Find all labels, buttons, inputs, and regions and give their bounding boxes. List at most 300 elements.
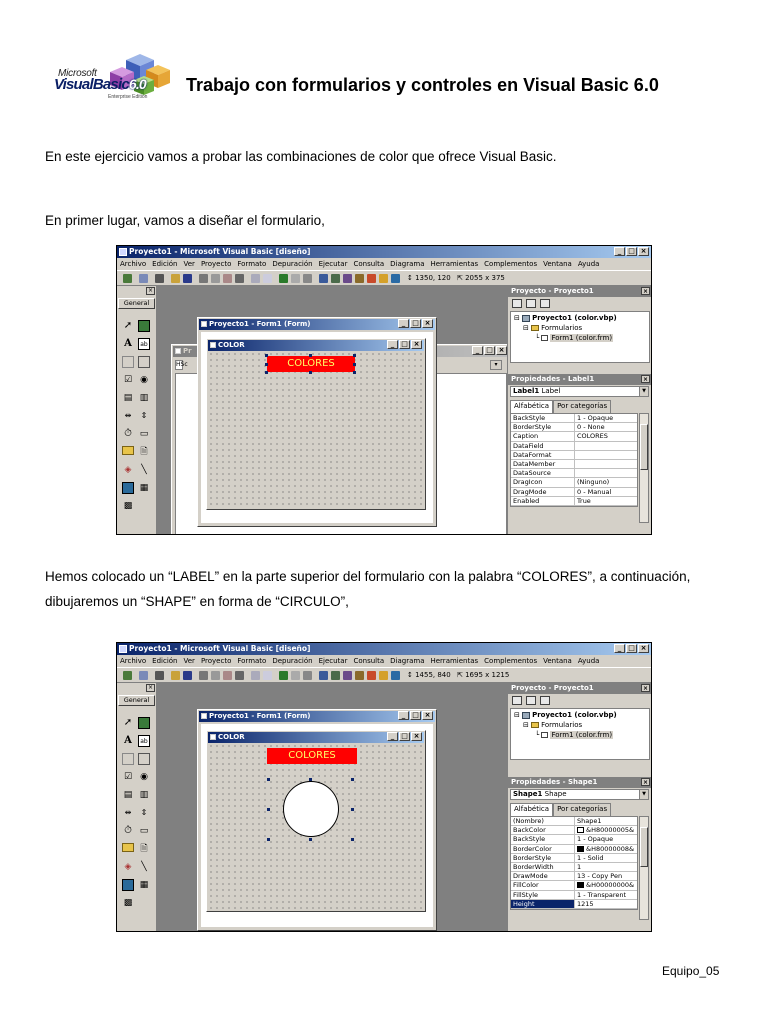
undo-icon[interactable] [251,671,260,680]
property-name: FillStyle [511,891,575,899]
project-pane-close-icon[interactable]: × [642,685,649,692]
object-combo[interactable]: HSc [176,361,188,368]
image-tool-icon[interactable] [122,482,134,494]
property-value-text: 1 - Opaque [577,835,614,844]
properties-tabs [510,400,611,413]
menu-consulta[interactable]: Consulta [353,657,385,665]
property-value[interactable] [575,835,637,843]
menu-ventana[interactable]: Ventana [543,260,572,268]
save-icon[interactable] [183,274,192,283]
property-value[interactable] [575,817,637,825]
property-row[interactable] [511,432,637,441]
property-value[interactable] [575,854,637,862]
form-layout-icon[interactable] [343,274,352,283]
listbox-tool-icon[interactable]: ▥ [139,790,149,800]
property-value[interactable] [575,423,637,431]
property-row[interactable] [511,891,637,900]
copy-icon[interactable] [211,274,220,283]
logo-edition-text: Enterprise Edition [108,94,148,100]
object-selector[interactable]: Shape1 Shape ▼ [510,789,649,800]
form-color[interactable] [206,338,426,510]
size-readout: ⇱ 1695 x 1215 [457,671,510,679]
shape-tool-icon[interactable]: ◈ [124,465,132,475]
menu-proyecto[interactable]: Proyecto [200,260,232,268]
form-designer-window[interactable] [197,709,437,931]
project-pane-toolbar [508,297,651,311]
selection-handle[interactable] [351,778,354,781]
shape-tool-icon[interactable]: ◈ [124,862,132,872]
undo-icon[interactable] [251,274,260,283]
menu-herramientas[interactable]: Herramientas [430,260,479,268]
view-code-icon[interactable] [512,696,522,705]
dirlistbox-tool-icon[interactable] [122,843,134,852]
color-swatch-icon [577,827,584,833]
project-icon [522,315,530,322]
tab-alfabetica[interactable]: Alfabética [510,400,553,413]
properties-window-icon[interactable] [331,671,340,680]
checkbox-tool-icon[interactable]: ☑ [123,772,133,782]
position-readout: ↕ 1350, 120 [407,274,451,282]
menu-formato[interactable]: Formato [237,260,267,268]
form-icon [541,732,548,738]
property-row[interactable] [511,414,637,423]
object-selector[interactable]: Label1 Label ▼ [510,386,649,397]
vscrollbar-tool-icon[interactable]: ⇕ [140,808,148,817]
property-value[interactable] [575,826,637,834]
form-designer-titlebar: Proyecto1 - Form1 (Form) _ □ × [199,319,435,330]
selection-handle[interactable] [309,371,312,374]
close-button[interactable]: × [638,644,649,653]
pause-icon[interactable] [291,671,300,680]
data-tool-icon[interactable]: ▦ [139,880,149,890]
property-value[interactable] [575,845,637,853]
menu-editor-icon[interactable] [155,274,164,283]
combobox-tool-icon[interactable]: ▤ [123,393,133,403]
save-icon[interactable] [183,671,192,680]
label-tool-icon[interactable]: A [124,735,132,746]
property-value[interactable] [575,863,637,871]
dirlistbox-tool-icon[interactable] [122,446,134,455]
logo-visual-basic-text: VisualBasic6.0 [54,76,146,93]
menu-proyecto[interactable]: Proyecto [200,657,232,665]
commandbutton-tool-icon[interactable] [138,753,150,765]
property-row[interactable] [511,826,637,835]
color-swatch-icon [577,882,584,888]
form-color-titlebar: COLOR _ □ × [208,340,424,351]
property-name: DragIcon [511,478,575,486]
selection-handle[interactable] [353,363,356,366]
property-value[interactable] [575,469,637,477]
property-value-text: 1 - Solid [577,853,604,862]
vb-app-icon [119,248,127,256]
form-surface[interactable] [208,351,424,508]
hscrollbar-tool-icon[interactable]: ⇹ [124,411,132,420]
tree-node-project[interactable]: ⊟ Proyecto1 (color.vbp) [514,314,617,322]
property-name: BackStyle [511,835,575,843]
property-value[interactable] [575,460,637,468]
menu-complementos[interactable]: Complementos [484,657,538,665]
ide-title: Proyecto1 - Microsoft Visual Basic [diseño] [129,644,311,653]
property-name: DataField [511,442,575,450]
project-pane-toolbar [508,694,651,708]
property-name: BackStyle [511,414,575,422]
data-view-icon[interactable] [379,274,388,283]
cut-icon[interactable] [199,671,208,680]
selection-handle[interactable] [351,808,354,811]
form-color[interactable] [206,730,426,912]
property-row[interactable] [511,872,637,881]
tab-por-categorias[interactable]: Por categorías [553,803,611,816]
property-value[interactable] [575,891,637,899]
property-row[interactable] [511,845,637,854]
pause-icon[interactable] [291,274,300,283]
timer-tool-icon[interactable]: ⏱ [124,428,132,439]
property-value[interactable] [575,432,637,440]
form-designer-window[interactable] [197,317,437,527]
property-value-text: &H80000005& [586,826,635,835]
property-row[interactable] [511,488,637,497]
menu-editor-icon[interactable] [155,671,164,680]
property-value-text: Shape1 [577,817,602,825]
stop-icon[interactable] [303,274,312,283]
line-tool-icon[interactable]: ╲ [141,465,147,475]
property-value-text: 1215 [577,899,594,908]
component-manager-icon[interactable] [391,671,400,680]
code-window-titlebar: Pr _ □ × [173,346,509,357]
property-row[interactable] [511,460,637,469]
property-value-text: 0 - None [577,423,605,432]
menu-ayuda[interactable]: Ayuda [577,657,600,665]
selection-handle[interactable] [265,371,268,374]
property-value-text: 0 - Manual [577,487,612,496]
toolbox-icon[interactable] [367,671,376,680]
selection-handle[interactable] [309,838,312,841]
properties-pane-title: Propiedades - Label1 × [508,374,651,385]
menu-ayuda[interactable]: Ayuda [577,260,600,268]
window-controls [614,644,649,653]
menu-archivo[interactable]: Archivo [120,657,147,665]
tree-node-form1[interactable]: └ Form1 (color.frm) [535,334,613,342]
paragraph-intro: En este ejercicio vamos a probar las combinaciones de color que ofrece Visual Basic. [45,149,557,164]
ide-menubar [117,258,651,270]
property-name: FillColor [511,881,575,889]
selection-handle[interactable] [309,778,312,781]
folder-icon [531,325,539,331]
menu-ejecutar[interactable]: Ejecutar [318,657,348,665]
visual-basic-logo [52,50,180,102]
menu-complementos[interactable]: Complementos [484,260,538,268]
property-row[interactable] [511,442,637,451]
property-value[interactable] [575,478,637,486]
toolbox-close-icon[interactable]: × [147,287,154,294]
property-value-text: 1 - Opaque [577,414,614,422]
menu-herramientas[interactable]: Herramientas [430,657,479,665]
redo-icon[interactable] [263,671,272,680]
menu-ejecutar[interactable]: Ejecutar [318,260,348,268]
add-project-icon[interactable] [123,274,132,283]
project-tree [510,311,650,363]
selection-handle[interactable] [353,371,356,374]
property-row[interactable] [511,854,637,863]
object-browser-icon[interactable] [355,671,364,680]
toolbox-icon[interactable] [367,274,376,283]
menu-edicion[interactable]: Edición [152,657,178,665]
property-row[interactable] [511,881,637,890]
menu-depuracion[interactable]: Depuración [272,657,313,665]
property-name: BorderStyle [511,854,575,862]
tree-node-project[interactable]: ⊟ Proyecto1 (color.vbp) [514,711,617,719]
property-value-text: 1 - Transparent [577,890,627,899]
toolbox-general-tab[interactable]: General [118,695,155,706]
stop-icon[interactable] [303,671,312,680]
menu-consulta[interactable]: Consulta [353,260,385,268]
property-name: Caption [511,432,575,440]
property-row[interactable] [511,451,637,460]
toggle-folders-icon[interactable] [540,299,550,308]
frame-tool-icon[interactable] [122,753,134,765]
ide-toolbar [117,667,651,683]
procedure-combo-arrow[interactable]: ▾ [490,360,502,370]
property-name: Height [511,900,575,908]
filelistbox-tool-icon[interactable]: 🗎 [140,447,148,457]
drivelistbox-tool-icon[interactable]: ▭ [139,429,149,439]
close-button[interactable]: × [638,247,649,256]
project-pane-close-icon[interactable]: × [642,288,649,295]
filelistbox-tool-icon[interactable]: 🗎 [140,844,148,854]
property-value[interactable] [575,497,637,505]
selection-handle[interactable] [353,354,356,357]
label-colores[interactable]: COLORES [267,748,357,764]
ide-titlebar [117,643,651,655]
picturebox-tool-icon[interactable] [138,320,150,332]
toolbox-close-icon[interactable]: × [147,684,154,691]
property-name: BorderColor [511,845,575,853]
property-value[interactable] [575,451,637,459]
property-value-text: True [577,496,591,505]
property-name: DataMember [511,460,575,468]
property-row[interactable] [511,863,637,872]
menu-ver[interactable]: Ver [183,657,195,665]
view-code-icon[interactable] [512,299,522,308]
menu-ver[interactable]: Ver [183,260,195,268]
properties-tabs [510,803,611,816]
properties-window-icon[interactable] [331,274,340,283]
properties-pane-title: Propiedades - Shape1 × [508,777,651,788]
vscrollbar-tool-icon[interactable]: ⇕ [140,411,148,420]
tab-por-categorias[interactable]: Por categorías [553,400,611,413]
property-name: (Nombre) [511,817,575,825]
position-readout: ↕ 1455, 840 [407,671,451,679]
project-explorer-icon[interactable] [319,671,328,680]
vb-app-icon [119,645,127,653]
toggle-folders-icon[interactable] [540,696,550,705]
minimize-button[interactable]: _ [614,247,625,256]
frame-tool-icon[interactable] [122,356,134,368]
cut-icon[interactable] [199,274,208,283]
toolbox [117,683,157,931]
selection-handle[interactable] [265,363,268,366]
property-name: BorderStyle [511,423,575,431]
property-value-text: &H80000008& [586,844,635,853]
hscrollbar-tool-icon[interactable]: ⇹ [124,808,132,817]
properties-scrollbar[interactable] [639,413,649,523]
label-colores[interactable]: COLORES [267,356,355,372]
open-icon[interactable] [171,274,180,283]
textbox-tool-icon[interactable]: ab [138,338,150,350]
property-row[interactable] [511,423,637,432]
add-form-icon[interactable] [139,274,148,283]
find-icon[interactable] [235,671,244,680]
add-form-icon[interactable] [139,671,148,680]
project-pane-title: Proyecto - Proyecto1 × [508,683,651,694]
menu-edicion[interactable]: Edición [152,260,178,268]
view-object-icon[interactable] [526,696,536,705]
property-value[interactable] [575,488,637,496]
property-row[interactable] [511,497,637,506]
toolbox [117,286,157,534]
selection-handle[interactable] [267,778,270,781]
minimize-button[interactable]: _ [614,644,625,653]
line-tool-icon[interactable]: ╲ [141,862,147,872]
form-layout-icon[interactable] [343,671,352,680]
shape-circle[interactable] [283,781,339,837]
toolbox-general-tab[interactable]: General [118,298,155,309]
property-row[interactable] [511,469,637,478]
property-name: BackColor [511,826,575,834]
label-tool-icon[interactable]: A [124,338,132,349]
pointer-tool-icon[interactable]: ➚ [123,320,133,331]
folder-icon [531,722,539,728]
properties-grid [510,413,638,507]
open-icon[interactable] [171,671,180,680]
view-object-icon[interactable] [526,299,536,308]
property-name: DragMode [511,488,575,496]
project-pane-title: Proyecto - Proyecto1 × [508,286,651,297]
tree-node-forms[interactable]: ⊟ Formularios [523,721,583,729]
size-readout: ⇱ 2055 x 375 [457,274,505,282]
menu-depuracion[interactable]: Depuración [272,260,313,268]
redo-icon[interactable] [263,274,272,283]
ole-tool-icon[interactable]: ▩ [123,898,133,908]
menu-diagrama[interactable]: Diagrama [390,260,425,268]
menu-diagrama[interactable]: Diagrama [390,657,425,665]
property-row[interactable] [511,900,637,909]
object-browser-icon[interactable] [355,274,364,283]
property-value[interactable] [575,872,637,880]
form-designer-titlebar: Proyecto1 - Form1 (Form) _ □ × [199,711,435,722]
property-value[interactable] [575,881,637,889]
tree-node-forms[interactable]: ⊟ Formularios [523,324,583,332]
project-explorer-icon[interactable] [319,274,328,283]
property-name: DrawMode [511,872,575,880]
property-value[interactable] [575,900,637,908]
paragraph-second: Hemos colocado un “LABEL” en la parte superior del formulario con la palabra “COLORES”, a continuación, dibujaremos un “SHAPE” en forma de “CIRCULO”, [45,569,691,609]
vb-ide-screenshot-2 [116,642,652,932]
selection-handle[interactable] [267,838,270,841]
right-panes [507,683,651,931]
mdi-workspace [157,683,507,931]
property-value-text: &H00000000& [586,881,635,890]
vb-ide-screenshot-1 [116,245,652,535]
tree-node-form1[interactable]: └ Form1 (color.frm) [535,731,613,739]
ide-menubar [117,655,651,667]
property-row[interactable] [511,817,637,826]
property-value-text: COLORES [577,432,608,441]
image-tool-icon[interactable] [122,879,134,891]
property-value[interactable] [575,442,637,450]
selection-handle[interactable] [351,838,354,841]
paste-icon[interactable] [223,671,232,680]
optionbutton-tool-icon[interactable]: ◉ [140,375,148,385]
ole-tool-icon[interactable]: ▩ [123,501,133,511]
property-value-text: 13 - Copy Pen [577,872,623,881]
picturebox-tool-icon[interactable] [138,717,150,729]
chevron-down-icon: ▼ [639,387,648,396]
property-row[interactable] [511,478,637,487]
property-value-text: 1 [577,862,582,871]
chevron-down-icon: ▼ [639,790,648,799]
form-color-titlebar: COLOR _ □ × [208,732,424,743]
component-manager-icon[interactable] [391,274,400,283]
selection-handle[interactable] [309,354,312,357]
property-row[interactable] [511,835,637,844]
scrollbar-thumb[interactable] [640,424,648,470]
selection-handle[interactable] [267,808,270,811]
menu-ventana[interactable]: Ventana [543,657,572,665]
combobox-tool-icon[interactable]: ▤ [123,790,133,800]
add-project-icon[interactable] [123,671,132,680]
logo-microsoft-text: Microsoft [58,68,97,79]
properties-pane-close-icon[interactable]: × [642,376,649,383]
timer-tool-icon[interactable]: ⏱ [124,825,132,836]
optionbutton-tool-icon[interactable]: ◉ [140,772,148,782]
footer-team: Equipo_05 [662,964,720,978]
menu-formato[interactable]: Formato [237,657,267,665]
copy-icon[interactable] [211,671,220,680]
maximize-button[interactable]: □ [626,644,637,653]
checkbox-tool-icon[interactable]: ☑ [123,375,133,385]
property-value[interactable] [575,414,637,422]
paragraph-first: En primer lugar, vamos a diseñar el formulario, [45,213,325,228]
find-icon[interactable] [235,274,244,283]
textbox-tool-icon[interactable]: ab [138,735,150,747]
ide-title: Proyecto1 - Microsoft Visual Basic [diseño] [129,247,311,256]
properties-pane-close-icon[interactable]: × [642,779,649,786]
paste-icon[interactable] [223,274,232,283]
mdi-workspace [157,286,507,534]
drivelistbox-tool-icon[interactable]: ▭ [139,826,149,836]
page-title: Trabajo con formularios y controles en Visual Basic 6.0 [186,75,659,95]
property-name: BorderWidth [511,863,575,871]
maximize-button[interactable]: □ [626,247,637,256]
ide-toolbar [117,270,651,286]
data-view-icon[interactable] [379,671,388,680]
selection-handle[interactable] [265,354,268,357]
properties-scrollbar[interactable] [639,816,649,920]
right-panes [507,286,651,534]
commandbutton-tool-icon[interactable] [138,356,150,368]
data-tool-icon[interactable]: ▦ [139,483,149,493]
scrollbar-thumb[interactable] [640,827,648,867]
project-tree [510,708,650,760]
start-icon[interactable] [279,274,288,283]
listbox-tool-icon[interactable]: ▥ [139,393,149,403]
pointer-tool-icon[interactable]: ➚ [123,717,133,728]
menu-archivo[interactable]: Archivo [120,260,147,268]
start-icon[interactable] [279,671,288,680]
tab-alfabetica[interactable]: Alfabética [510,803,553,816]
window-controls [614,247,649,256]
